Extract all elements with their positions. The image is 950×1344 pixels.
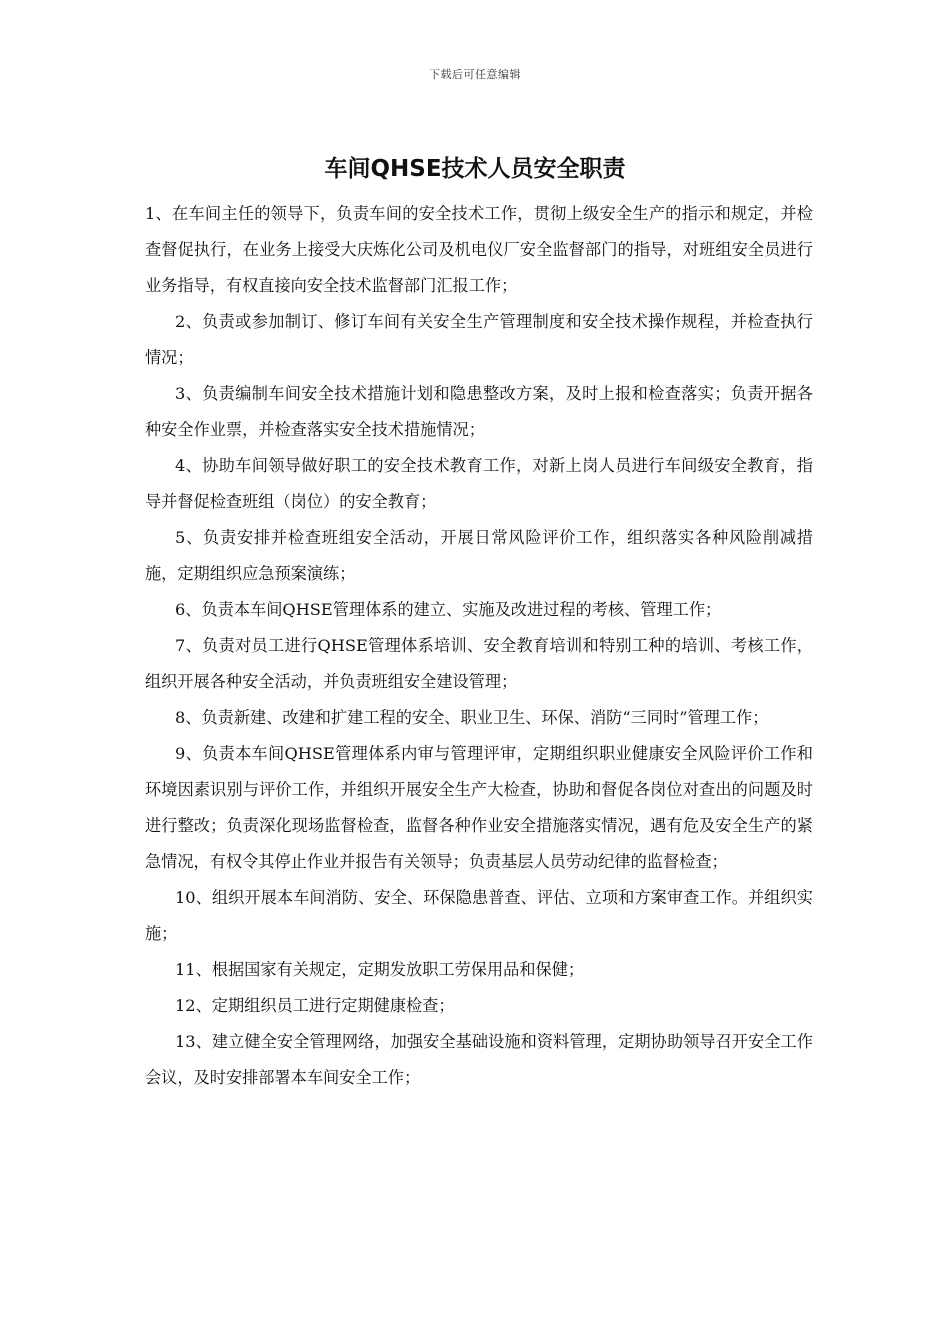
duty-item-4: 4、协助车间领导做好职工的安全技术教育工作，对新上岗人员进行车间级安全教育，指导并督促检查班组（岗位）的安全教育； xyxy=(145,456,813,511)
duty-item-13: 13、建立健全安全管理网络，加强安全基础设施和资料管理，定期协助领导召开安全工作会议，及时安排部署本车间安全工作； xyxy=(145,1032,813,1087)
duty-item-8: 8、负责新建、改建和扩建工程的安全、职业卫生、环保、消防“三同时”管理工作； xyxy=(175,708,769,727)
duty-item-3: 3、负责编制车间安全技术措施计划和隐患整改方案，及时上报和检查落实；负责开据各种安全作业票，并检查落实安全技术措施情况； xyxy=(145,384,813,439)
document-body xyxy=(145,196,813,1096)
duty-item-6: 6、负责本车间QHSE管理体系的建立、实施及改进过程的考核、管理工作； xyxy=(175,600,722,619)
duty-item-5: 5、负责安排并检查班组安全活动，开展日常风险评价工作，组织落实各种风险削减措施，定期组织应急预案演练； xyxy=(145,528,813,583)
duty-item-12: 12、定期组织员工进行定期健康检查； xyxy=(175,996,455,1015)
duty-item-10: 10、组织开展本车间消防、安全、环保隐患普查、评估、立项和方案审查工作。并组织实施； xyxy=(145,888,813,943)
duty-item-7: 7、负责对员工进行QHSE管理体系培训、安全教育培训和特别工种的培训、考核工作，组织开展各种安全活动，并负责班组安全建设管理； xyxy=(145,636,813,691)
duty-item-2: 2、负责或参加制订、修订车间有关安全生产管理制度和安全技术操作规程，并检查执行情况； xyxy=(145,312,813,367)
page-header: 下载后可任意编辑 xyxy=(429,68,521,81)
duty-item-9: 9、负责本车间QHSE管理体系内审与管理评审，定期组织职业健康安全风险评价工作和环境因素识别与评价工作，并组织开展安全生产大检查，协助和督促各岗位对查出的问题及时进行整改；负责深化现场监督检查，监督各种作业安全措施落实情况，遇有危及安全生产的紧急情况，有权令其停止作业并报告有关领导；负责基层人员劳动纪律的监督检查； xyxy=(145,744,813,871)
duty-item-1: 1、在车间主任的领导下，负责车间的安全技术工作，贯彻上级安全生产的指示和规定，并检查督促执行，在业务上接受大庆炼化公司及机电仪厂安全监督部门的指导，对班组安全员进行业务指导，有权直接向安全技术监督部门汇报工作； xyxy=(145,204,813,295)
document-title: 车间QHSE技术人员安全职责 xyxy=(324,156,626,182)
duty-item-11: 11、根据国家有关规定，定期发放职工劳保用品和保健； xyxy=(175,960,585,979)
